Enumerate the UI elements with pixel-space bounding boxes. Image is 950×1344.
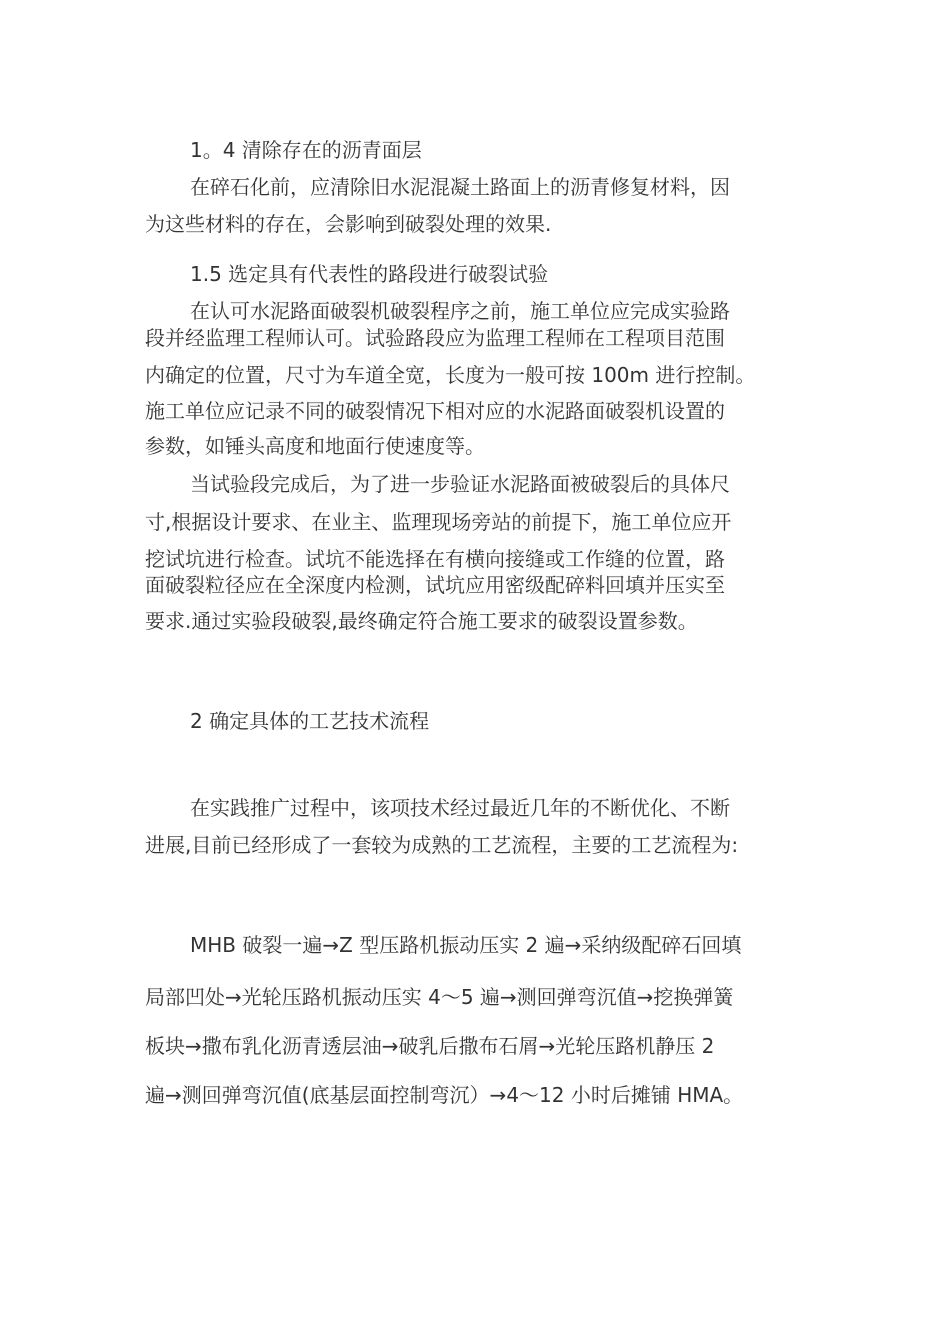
section-1-4-heading: 1。4 清除存在的沥青面层 (190, 138, 422, 162)
flow-line: 板块→撒布乳化沥青透层油→破乳后撒布石屑→光轮压路机静压 2 (145, 1034, 715, 1058)
paragraph-line: 进展,目前已经形成了一套较为成熟的工艺流程，主要的工艺流程为: (145, 833, 739, 857)
paragraph-line: 参数，如锤头高度和地面行使速度等。 (145, 434, 485, 458)
paragraph-line: 挖试坑进行检查。试坑不能选择在有横向接缝或工作缝的位置，路 (145, 547, 725, 571)
section-1-5-heading: 1.5 选定具有代表性的路段进行破裂试验 (190, 262, 549, 286)
paragraph-line: 施工单位应记录不同的破裂情况下相对应的水泥路面破裂机设置的 (145, 399, 725, 423)
flow-line: 局部凹处→光轮压路机振动压实 4～5 遍→测回弹弯沉值→挖换弹簧 (145, 985, 734, 1009)
flow-line: MHB 破裂一遍→Z 型压路机振动压实 2 遍→采纳级配碎石回填 (190, 933, 742, 957)
flow-line: 遍→测回弹弯沉值(底基层面控制弯沉）→4～12 小时后摊铺 HMA。 (145, 1083, 744, 1107)
section-2-heading: 2 确定具体的工艺技术流程 (190, 709, 430, 733)
paragraph-line: 在碎石化前，应清除旧水泥混凝土路面上的沥青修复材料，因 (190, 175, 730, 199)
paragraph-line: 当试验段完成后，为了进一步验证水泥路面被破裂后的具体尺 (190, 472, 730, 496)
paragraph-line: 要求.通过实验段破裂,最终确定符合施工要求的破裂设置参数。 (145, 609, 698, 633)
paragraph-line: 内确定的位置，尺寸为车道全宽，长度为一般可按 100m 进行控制。 (145, 363, 756, 387)
paragraph-line: 在认可水泥路面破裂机破裂程序之前，施工单位应完成实验路 (190, 299, 730, 323)
paragraph-line: 寸,根据设计要求、在业主、监理现场旁站的前提下，施工单位应开 (145, 510, 732, 534)
paragraph-line: 面破裂粒径应在全深度内检测，试坑应用密级配碎料回填并压实至 (145, 573, 725, 597)
paragraph-line: 为这些材料的存在，会影响到破裂处理的效果. (145, 212, 552, 236)
paragraph-line: 在实践推广过程中，该项技术经过最近几年的不断优化、不断 (190, 796, 730, 820)
paragraph-line: 段并经监理工程师认可。试验路段应为监理工程师在工程项目范围 (145, 326, 725, 350)
